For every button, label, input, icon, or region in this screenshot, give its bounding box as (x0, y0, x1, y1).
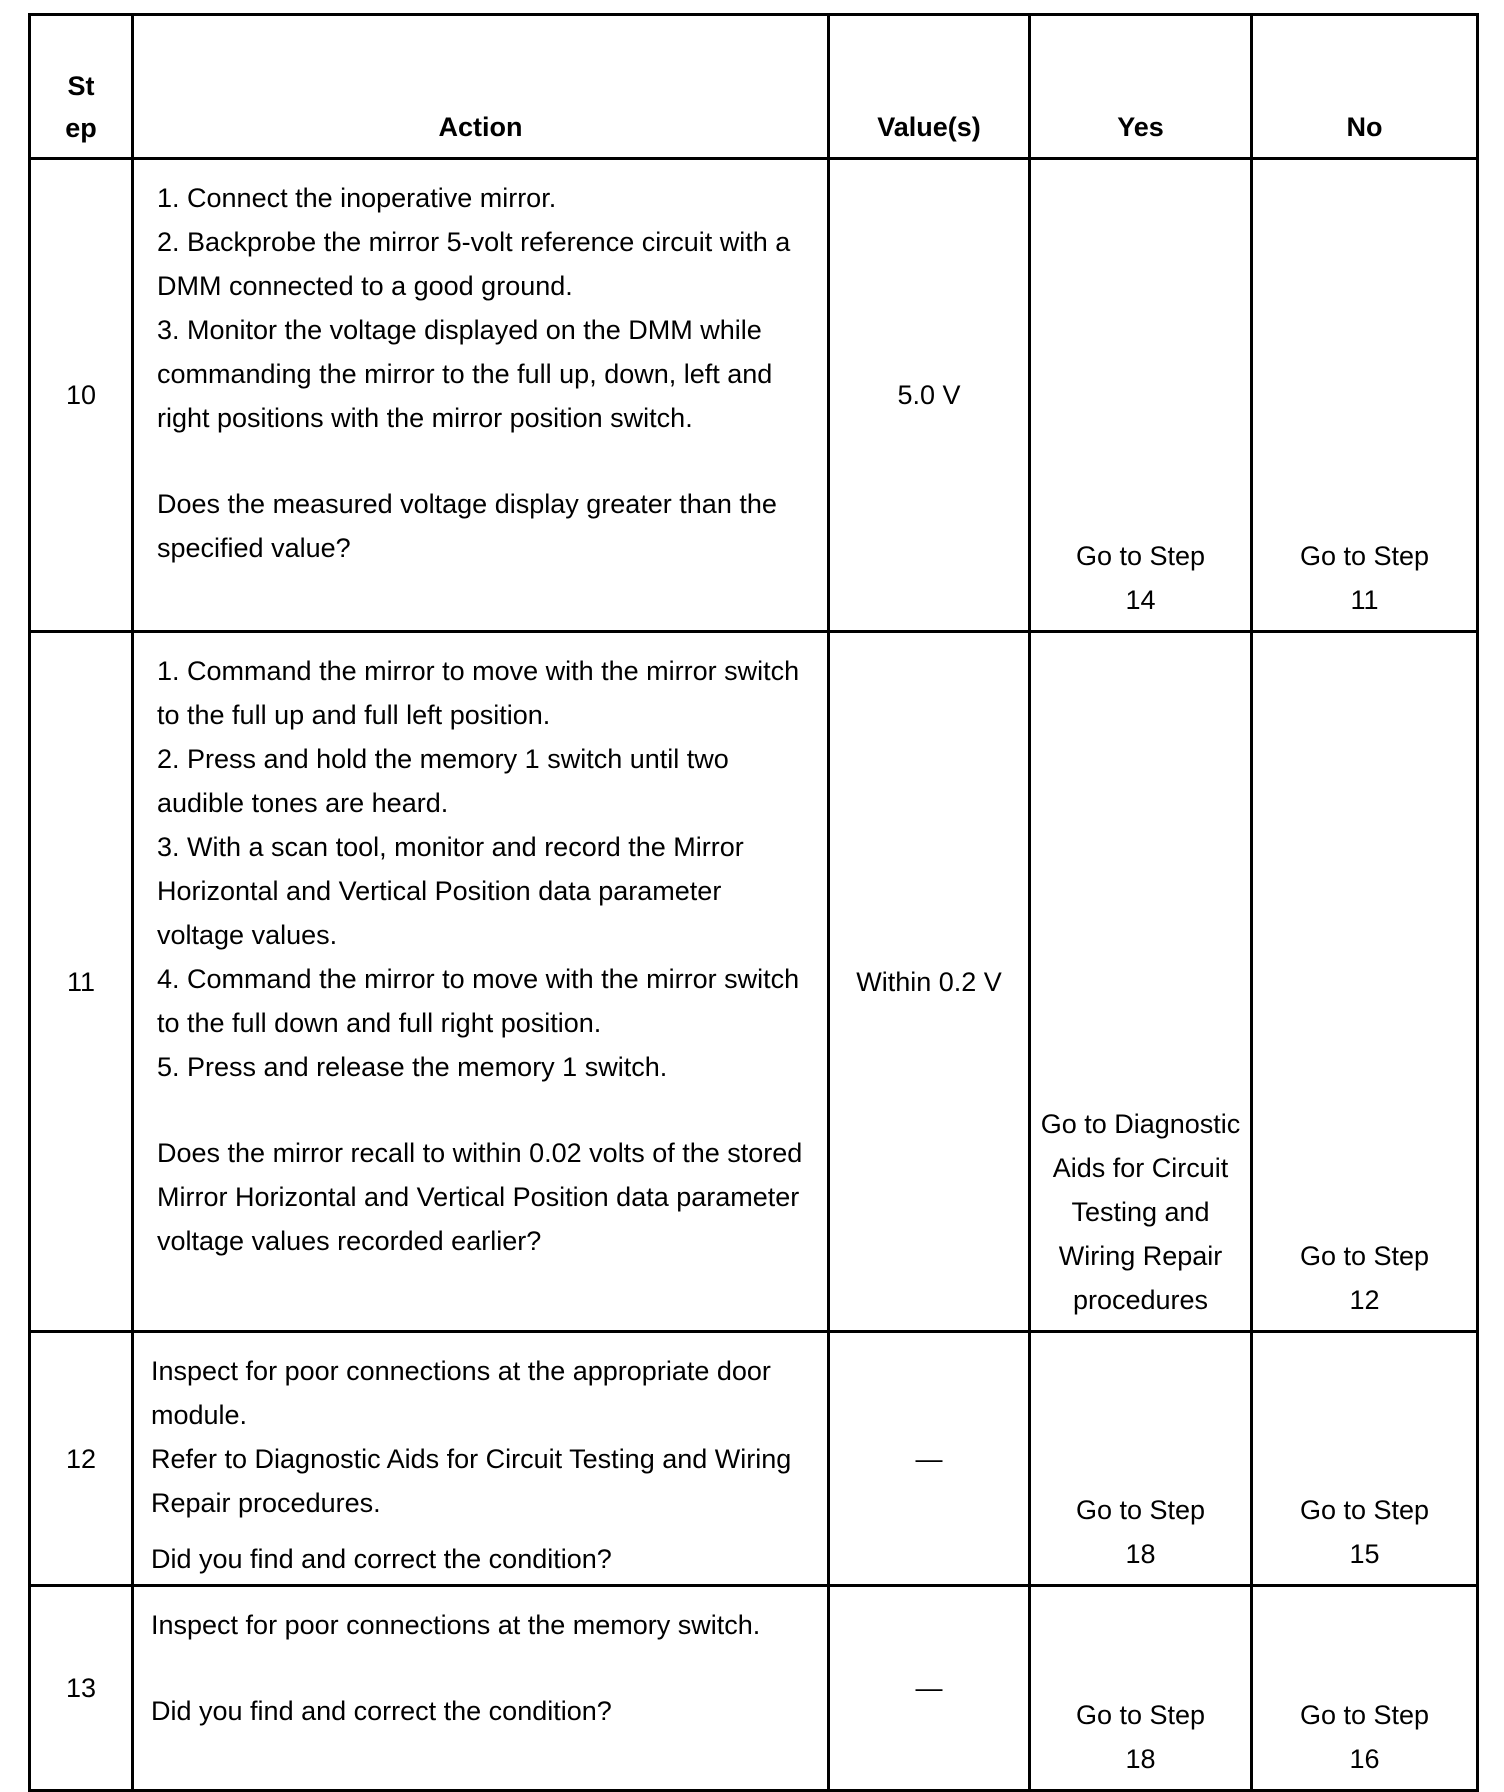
header-row (30, 15, 1478, 159)
action-question: Did you find and correct the condition? (151, 1544, 612, 1574)
table-row (30, 632, 1478, 1332)
step-number: 10 (30, 159, 133, 632)
values-column-header: Value(s) (829, 15, 1030, 159)
action-line: 1. Command the mirror to move with the mirror switch to the full up and full left position. (157, 656, 800, 730)
value-text: — (915, 1443, 943, 1474)
action-line: 2. Press and hold the memory 1 switch until two audible tones are heard. (157, 744, 729, 818)
action-line: 5. Press and release the memory 1 switch. (157, 1052, 668, 1082)
yes-column-header: Yes (1030, 15, 1252, 159)
action-line: Refer to Diagnostic Aids for Circuit Testing and Wiring Repair procedures. (151, 1444, 792, 1518)
action-cell (133, 159, 829, 632)
yes-cell (1030, 159, 1252, 632)
no-cell (1252, 159, 1478, 632)
no-link[interactable]: Go to Step 16 (1299, 1700, 1430, 1774)
value-cell (829, 632, 1030, 1332)
action-line: Inspect for poor connections at the appropriate door module. (151, 1356, 771, 1430)
no-link[interactable]: Go to Step 12 (1299, 1241, 1430, 1315)
value-text: 5.0 V (897, 380, 961, 410)
action-line: 2. Backprobe the mirror 5-volt reference circuit with a DMM connected to a good ground. (157, 227, 791, 301)
action-line: 3. With a scan tool, monitor and record the Mirror Horizontal and Vertical Position data parameter voltage values. (157, 832, 744, 950)
action-cell (133, 1332, 829, 1586)
step-number: 13 (30, 1586, 133, 1791)
action-question: Does the measured voltage display greater than the specified value? (157, 489, 777, 563)
action-cell (133, 632, 829, 1332)
yes-link[interactable]: Go to Diagnostic Aids for Circuit Testing and Wiring Repair procedures (1040, 1109, 1241, 1315)
yes-cell (1030, 1332, 1252, 1586)
action-column-header: Action (133, 15, 829, 159)
table-row (30, 1332, 1478, 1586)
action-question: Did you find and correct the condition? (151, 1696, 612, 1726)
yes-cell (1030, 632, 1252, 1332)
action-cell (133, 1586, 829, 1791)
no-column-header: No (1252, 15, 1478, 159)
table-row (30, 1586, 1478, 1791)
no-link[interactable]: Go to Step 15 (1299, 1495, 1430, 1569)
value-cell (829, 1586, 1030, 1791)
yes-link[interactable]: Go to Step 18 (1075, 1700, 1206, 1774)
action-line: 3. Monitor the voltage displayed on the DMM while commanding the mirror to the full up, down, left and right positions with the mirror position switch. (157, 315, 773, 433)
step-number: 12 (30, 1332, 133, 1586)
action-line: 1. Connect the inoperative mirror. (157, 183, 557, 213)
yes-cell (1030, 1586, 1252, 1791)
no-link[interactable]: Go to Step 11 (1299, 541, 1430, 615)
no-cell (1252, 1586, 1478, 1791)
yes-link[interactable]: Go to Step 18 (1075, 1495, 1206, 1569)
table-row (30, 159, 1478, 632)
value-text: — (915, 1673, 943, 1703)
step-number: 11 (30, 632, 133, 1332)
no-cell (1252, 1332, 1478, 1586)
no-cell (1252, 632, 1478, 1332)
yes-link[interactable]: Go to Step 14 (1075, 541, 1206, 615)
value-text: Within 0.2 V (856, 966, 1002, 997)
value-cell (829, 1332, 1030, 1586)
action-line: 4. Command the mirror to move with the mirror switch to the full down and full right position. (157, 964, 800, 1038)
action-question: Does the mirror recall to within 0.02 volts of the stored Mirror Horizontal and Vertical Position data parameter voltage values recorded earlier? (157, 1138, 803, 1256)
step-column-header: Step (30, 15, 133, 159)
value-cell (829, 159, 1030, 632)
diagnostic-step-table (28, 13, 1479, 1792)
action-line: Inspect for poor connections at the memory switch. (151, 1610, 761, 1640)
